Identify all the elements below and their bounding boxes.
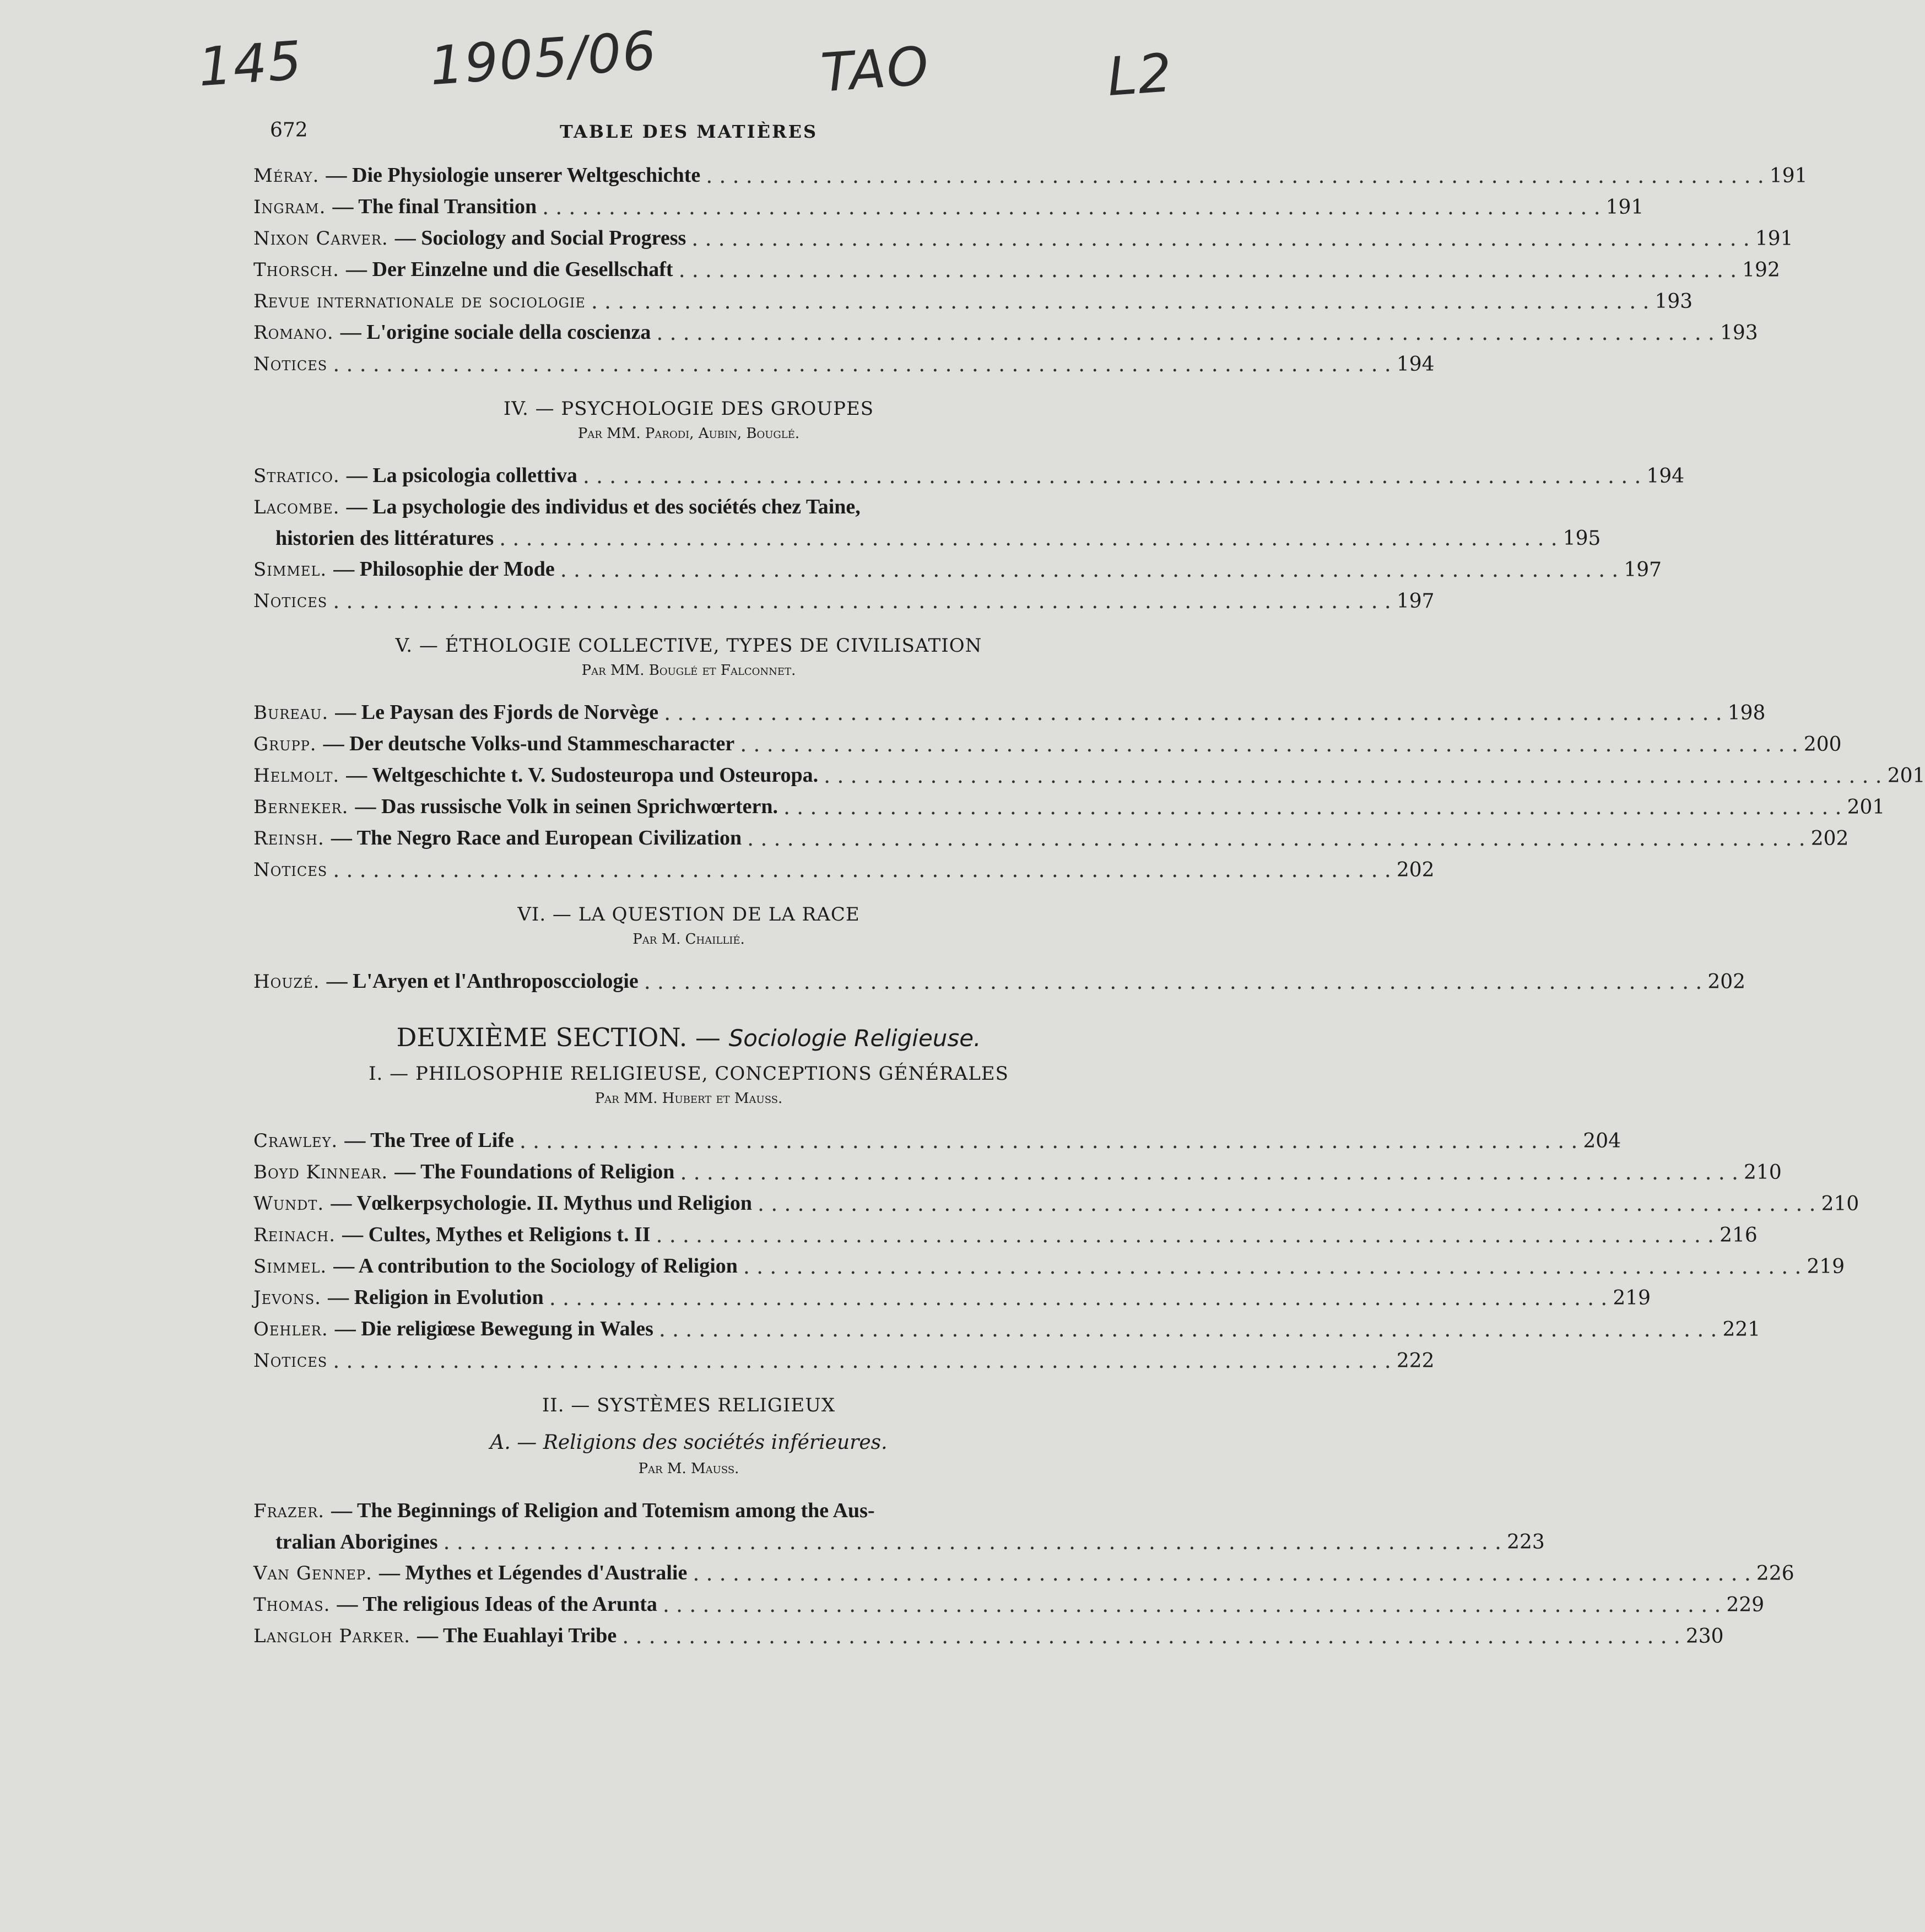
toc-entry <box>253 554 1662 585</box>
subsection-heading: A. — Religions des sociétés inférieures. <box>490 1431 888 1454</box>
entry-author: Thomas. <box>253 1594 331 1616</box>
entry-title: — La psicologia collettiva <box>346 464 577 487</box>
entry-author: Boyd Kinnear. <box>253 1161 388 1183</box>
entry-page: 194 <box>1396 353 1435 376</box>
toc-entry <box>253 1495 1545 1557</box>
toc-entry <box>253 728 1842 760</box>
toc-entry <box>253 760 1925 791</box>
toc-entry <box>253 1589 1765 1620</box>
entry-title: — The Euahlayi Tribe <box>417 1624 617 1647</box>
entry-title: — Religion in Evolution <box>328 1286 544 1309</box>
entry-page: 221 <box>1722 1318 1761 1341</box>
entry-title: — L'Aryen et l'Anthroposcciologie <box>326 970 639 993</box>
handwritten-note-4: L2 <box>1105 42 1175 108</box>
entry-page: 210 <box>1821 1193 1859 1215</box>
toc-entry <box>253 1125 1621 1156</box>
toc-entry <box>253 1156 1782 1188</box>
entry-title: — The religious Ideas of the Arunta <box>337 1593 657 1616</box>
entry-author: Lacombe. <box>253 496 340 518</box>
entry-author: Thorsch. <box>253 259 339 281</box>
entry-author: Romano. <box>253 322 334 344</box>
entry-author: Reinach. <box>253 1224 336 1246</box>
entry-page: 200 <box>1803 733 1842 756</box>
section-heading: I. — PHILOSOPHIE RELIGIEUSE, CONCEPTIONS GÉNÉRALES <box>369 1063 1009 1085</box>
entry-author: Notices <box>253 353 328 375</box>
entry-title: — Vœlkerpsychologie. II. Mythus und Religion <box>331 1192 753 1215</box>
entry-page: 191 <box>1755 228 1793 250</box>
entry-author: Simmel. <box>253 559 327 581</box>
entry-page: 219 <box>1613 1287 1651 1309</box>
section-byline: Par M. Chaillié. <box>632 931 745 948</box>
entry-author: Reinsh. <box>253 827 325 849</box>
running-title: TABLE DES MATIÈRES <box>559 121 818 142</box>
toc-entry <box>253 1620 1724 1652</box>
table-of-contents-page <box>253 110 1925 1652</box>
entry-title: — The Beginnings of Religion and Totemism among the Aus- <box>331 1499 875 1522</box>
entry-author: Van Gennep. <box>253 1562 372 1584</box>
toc-entry <box>253 822 1849 854</box>
entry-author: Grupp. <box>253 733 317 755</box>
entry-title: — The final Transition <box>332 195 537 218</box>
entry-title: — Der Einzelne und die Gesellschaft <box>346 258 673 281</box>
entry-page: 197 <box>1396 590 1435 613</box>
entry-title: — Weltgeschichte t. V. Sudosteuropa und Osteuropa. <box>346 764 819 787</box>
entry-author: Wundt. <box>253 1193 325 1215</box>
entry-page: 197 <box>1624 559 1662 581</box>
toc-entry <box>253 348 1435 380</box>
section-heading: IV. — PSYCHOLOGIE DES GROUPES <box>503 398 874 420</box>
entry-author: Simmel. <box>253 1255 327 1278</box>
entry-title: — L'origine sociale della coscienza <box>340 321 651 344</box>
entry-author: Houzé. <box>253 971 320 993</box>
entry-page: 219 <box>1807 1255 1845 1278</box>
section-byline: Par MM. Bouglé et Falconnet. <box>581 662 796 679</box>
section-heading: II. — SYSTÈMES RELIGIEUX <box>542 1394 836 1416</box>
entry-title: — Le Paysan des Fjords de Norvège <box>335 701 659 724</box>
toc-entry <box>253 254 1780 285</box>
toc-entry <box>253 697 1766 728</box>
section-heading: VI. — LA QUESTION DE LA RACE <box>517 903 860 926</box>
entry-page: 230 <box>1685 1625 1724 1648</box>
entry-page: 204 <box>1583 1130 1621 1152</box>
part-label: DEUXIÈME SECTION. — <box>396 1022 721 1052</box>
handwritten-note-3: TAO <box>819 35 932 104</box>
toc-entry <box>253 285 1693 317</box>
toc-entry <box>253 317 1758 348</box>
entry-page: 191 <box>1769 165 1808 187</box>
entry-author: Berneker. <box>253 796 349 818</box>
entry-title: — The Foundations of Religion <box>394 1160 675 1183</box>
entry-title: — A contribution to the Sociology of Religion <box>333 1254 738 1278</box>
toc-entry <box>253 1282 1651 1313</box>
entry-page: 216 <box>1719 1224 1758 1247</box>
entry-page: 223 <box>1507 1531 1545 1554</box>
toc-entry <box>253 1219 1758 1251</box>
entry-author: Ingram. <box>253 196 326 218</box>
toc-entry <box>253 160 1808 191</box>
entry-author: Crawley. <box>253 1130 338 1152</box>
toc-entry <box>253 491 1601 554</box>
entry-page: 202 <box>1396 859 1435 881</box>
entry-title: — Cultes, Mythes et Religions t. II <box>342 1223 651 1246</box>
entry-author: Langloh Parker. <box>253 1625 411 1647</box>
entry-title: — Die religiœse Bewegung in Wales <box>334 1317 653 1340</box>
page-number: 672 <box>270 119 308 142</box>
toc-entry <box>253 585 1435 616</box>
toc-entry <box>253 966 1746 997</box>
toc-entry <box>253 1313 1761 1345</box>
toc-entry <box>253 854 1435 885</box>
entry-page: 201 <box>1887 765 1925 787</box>
part-subtitle: Sociologie Religieuse. <box>728 1025 981 1052</box>
entry-title: — Das russische Volk in seinen Sprichwœrtern. <box>355 795 778 818</box>
entry-author: Bureau. <box>253 702 329 724</box>
entry-author: Revue internationale de sociologie <box>253 290 586 312</box>
entry-page: 222 <box>1396 1350 1435 1372</box>
entry-title: — Sociology and Social Progress <box>394 226 686 250</box>
entry-page: 202 <box>1707 971 1746 993</box>
entry-title: — Der deutsche Volks-und Stammescharacter <box>323 732 735 755</box>
entry-title-cont: tralian Aborigines <box>275 1530 438 1554</box>
entry-page: 201 <box>1847 796 1885 819</box>
entry-author: Notices <box>253 1350 328 1372</box>
section-heading: V. — ÉTHOLOGIE COLLECTIVE, TYPES DE CIVILISATION <box>395 635 982 657</box>
entry-page: 210 <box>1744 1161 1782 1184</box>
entry-page: 202 <box>1810 827 1849 850</box>
entry-title: — The Negro Race and European Civilization <box>331 826 742 849</box>
toc-entry <box>253 1557 1794 1589</box>
entry-title-cont: historien des littératures <box>275 527 494 550</box>
entry-page: 226 <box>1756 1562 1794 1585</box>
toc-entry <box>253 223 1793 254</box>
section-byline: Par MM. Parodi, Aubin, Bouglé. <box>577 425 800 442</box>
toc-entry <box>253 1188 1859 1219</box>
entry-page: 192 <box>1742 259 1780 282</box>
entry-author: Stratico. <box>253 465 340 487</box>
entry-title: — Philosophie der Mode <box>333 558 555 581</box>
toc-entry <box>253 1251 1845 1282</box>
entry-page: 198 <box>1727 702 1766 724</box>
section-byline: Par M. Mauss. <box>638 1460 739 1477</box>
toc-entry <box>253 191 1644 223</box>
entry-author: Helmolt. <box>253 765 340 787</box>
section-byline: Par MM. Hubert et Mauss. <box>594 1090 783 1107</box>
entry-title: — Die Physiologie unserer Weltgeschichte <box>326 164 701 187</box>
entry-author: Jevons. <box>253 1287 321 1309</box>
entry-author: Notices <box>253 590 328 612</box>
entry-page: 193 <box>1719 322 1758 344</box>
entry-author: Frazer. <box>253 1500 325 1522</box>
entry-title: — La psychologie des individus et des sociétés chez Taine, <box>346 495 861 518</box>
toc-entry <box>253 1345 1435 1376</box>
entry-author: Nixon Carver. <box>253 228 388 250</box>
toc-entry <box>253 460 1685 491</box>
page-header <box>253 110 1124 160</box>
entry-title: — Mythes et Légendes d'Australie <box>378 1561 688 1584</box>
entry-title: — The Tree of Life <box>344 1129 514 1152</box>
entry-author: Oehler. <box>253 1318 328 1340</box>
handwritten-note-2: 1905/06 <box>428 19 659 98</box>
entry-page: 195 <box>1562 527 1601 550</box>
entry-page: 194 <box>1646 465 1685 488</box>
entry-page: 193 <box>1654 290 1693 313</box>
entry-page: 229 <box>1726 1594 1765 1616</box>
entry-page: 191 <box>1605 196 1644 219</box>
part-heading <box>253 1019 1124 1057</box>
entry-author: Méray. <box>253 165 320 187</box>
entry-author: Notices <box>253 859 328 881</box>
handwritten-note-1: 145 <box>196 29 305 99</box>
toc-entry <box>253 791 1885 822</box>
